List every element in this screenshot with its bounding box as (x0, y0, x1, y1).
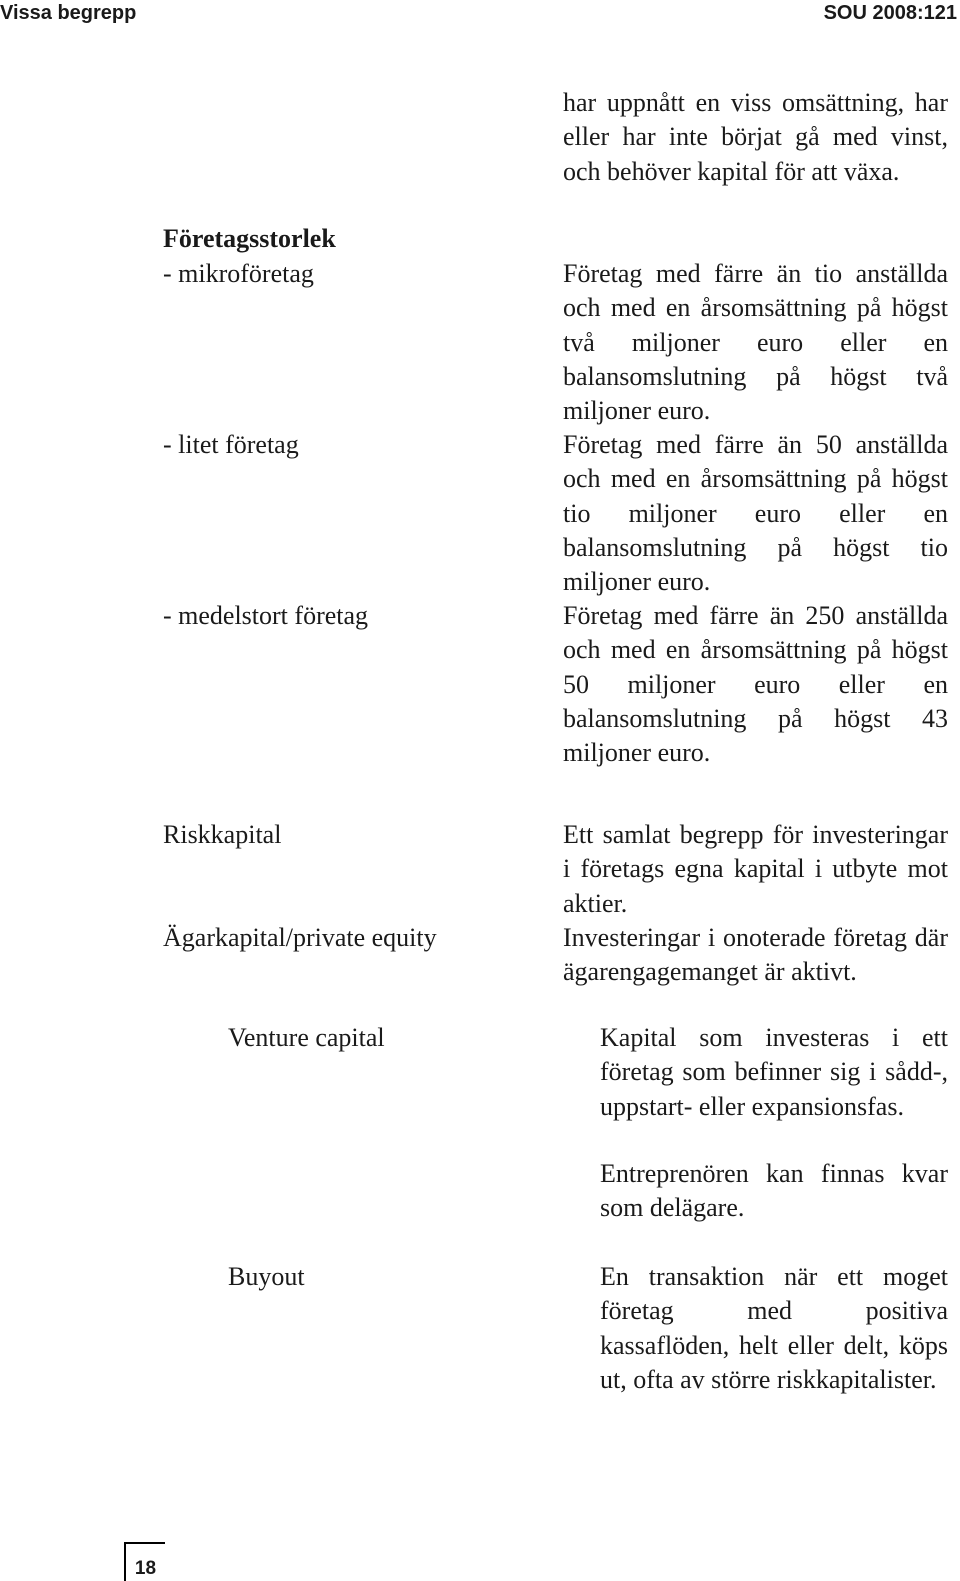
term-buyout: Buyout (228, 1262, 305, 1291)
term-medium-company: - medelstort företag (163, 601, 369, 630)
definition-small-company: Företag med färre än 50 anställda och med en årsomsättning på högst tio miljoner euro eller en balansomslutning på högst tio miljoner euro. (563, 430, 948, 597)
running-header-report: SOU 2008:121 (823, 2, 957, 24)
definition-private-equity: Investeringar i onoterade företag där ägarengagemanget är aktivt. (563, 923, 948, 987)
term-venture-capital: Venture capital (228, 1023, 385, 1052)
definition-medium-company: Företag med färre än 250 anställda och med en årsomsättning på högst 50 miljoner euro eller en balansomslutning på högst 43 miljoner euro. (563, 601, 948, 768)
term-micro-company: - mikroföretag (163, 259, 314, 288)
definition-micro-company: Företag med färre än tio anställda och med en årsomsättning på högst två miljoner euro eller en balansomslutning på högst två miljoner euro. (563, 259, 948, 426)
page-number: 18 (134, 1558, 157, 1579)
term-small-company: - litet företag (163, 430, 299, 459)
definition-buyout: En transaktion när ett moget företag med positiva kassaflöden, helt eller delt, köps ut, ofta av större riskkapitalister. (600, 1262, 948, 1394)
term-private-equity: Ägarkapital/private equity (163, 923, 437, 952)
term-risk-capital: Riskkapital (163, 820, 282, 849)
company-size-heading: Företagsstorlek (163, 224, 336, 253)
page-number-box (124, 1542, 165, 1581)
definition-venture-capital: Kapital som investeras i ett företag som befinner sig i sådd-, uppstart- eller expansionsfas. (600, 1023, 948, 1121)
definition-risk-capital: Ett samlat begrepp för investeringar i företags egna kapital i utbyte mot aktier. (563, 820, 948, 918)
continued-definition: har uppnått en viss omsättning, har eller har inte börjat gå med vinst, och behöver kapital för att växa. (563, 88, 948, 186)
running-header-section: Vissa begrepp (0, 2, 137, 24)
definition-venture-capital-note: Entreprenören kan finnas kvar som delägare. (600, 1159, 948, 1223)
